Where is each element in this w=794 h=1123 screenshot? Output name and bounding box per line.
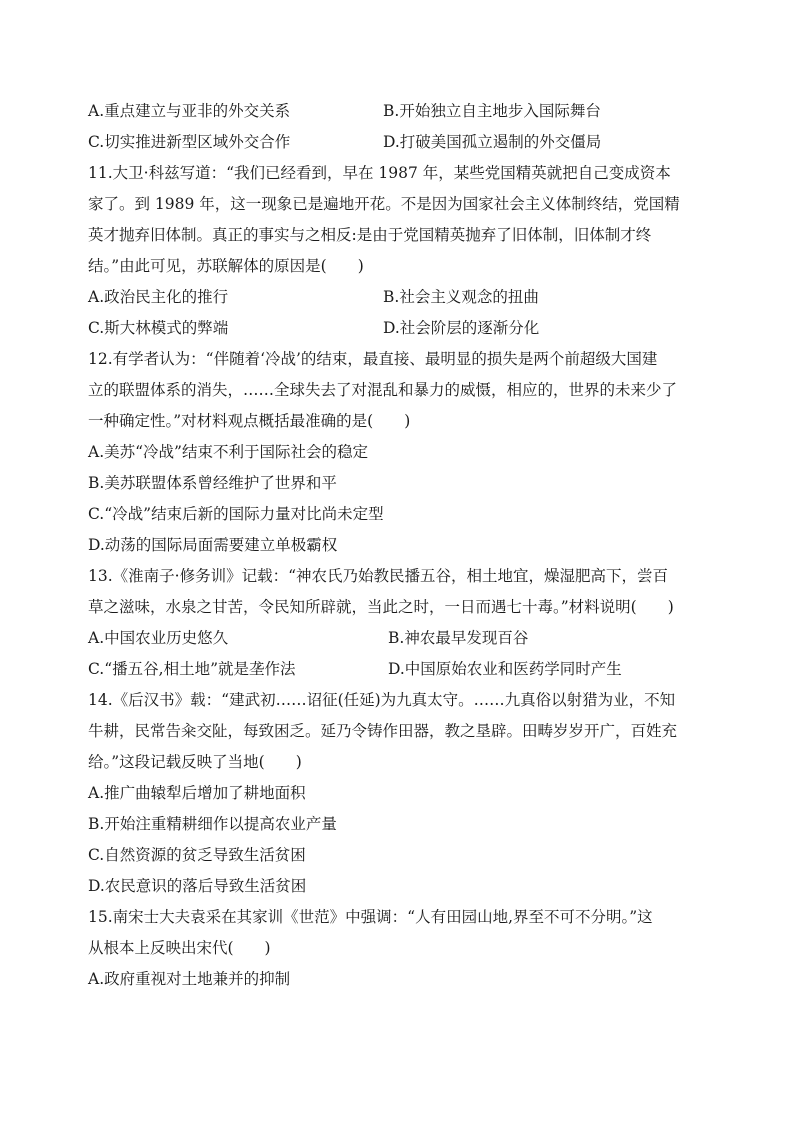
option-a: A.政府重视对土地兼并的抑制 — [88, 970, 291, 988]
option-b: B.神农最早发现百谷 — [388, 629, 529, 647]
question-12 — [88, 344, 703, 561]
question-11 — [88, 158, 703, 344]
options-row — [88, 96, 703, 127]
question-stem-line: 12.有学者认为：“伴随着‘冷战’的结束，最直接、最明显的损失是两个前超级大国建 — [88, 350, 658, 368]
question-stem-line: 14.《后汉书》载：“建武初……诏征(任延)为九真太守。……九真俗以射猎为业，不知 — [88, 691, 676, 709]
question-stem-line: 草之滋味，水泉之甘苦，令民知所辟就，当此之时，一日而遇七十毒。”材料说明( ) — [88, 598, 674, 616]
option-b: B.开始注重精耕细作以提高农业产量 — [88, 815, 337, 833]
option-a: A.中国农业历史悠久 — [88, 629, 229, 647]
option-c: C.斯大林模式的弊端 — [88, 319, 229, 337]
question-stem-line: 立的联盟体系的消失，……全球失去了对混乱和暴力的威慑，相应的，世界的未来少了 — [88, 381, 678, 399]
options-row — [88, 282, 703, 313]
question-stem-line: 结。”由此可见，苏联解体的原因是( ) — [88, 257, 364, 275]
option-c: C.切实推进新型区域外交合作 — [88, 133, 291, 151]
option-b: B.开始独立自主地步入国际舞台 — [383, 102, 601, 120]
option-b: B.社会主义观念的扭曲 — [383, 288, 539, 306]
question-stem-line: 15.南宋士大夫袁采在其家训《世范》中强调：“人有田园山地,界至不可不分明。”这 — [88, 908, 653, 926]
option-b: B.美苏联盟体系曾经维护了世界和平 — [88, 474, 337, 492]
options-row — [88, 127, 703, 158]
options-row — [88, 654, 703, 685]
options-row — [88, 623, 703, 654]
option-a: A.美苏“冷战”结束不利于国际社会的稳定 — [88, 443, 368, 461]
question-10 — [88, 96, 703, 158]
question-13 — [88, 561, 703, 685]
option-a: A.政治民主化的推行 — [88, 288, 229, 306]
question-stem-line: 一种确定性。”对材料观点概括最准确的是( ) — [88, 412, 411, 430]
exam-page — [88, 96, 703, 995]
question-stem-line: 给。”这段记载反映了当地( ) — [88, 753, 302, 771]
option-d: D.打破美国孤立遏制的外交僵局 — [383, 133, 602, 151]
question-14 — [88, 685, 703, 902]
option-c: C.“播五谷,相土地”就是垄作法 — [88, 660, 296, 678]
question-stem-line: 英才抛弃旧体制。真正的事实与之相反:是由于党国精英抛弃了旧体制，旧体制才终 — [88, 226, 652, 244]
option-c: C.“冷战”结束后新的国际力量对比尚未定型 — [88, 505, 384, 523]
option-d: D.社会阶层的逐渐分化 — [383, 319, 540, 337]
option-d: D.动荡的国际局面需要建立单极霸权 — [88, 536, 338, 554]
question-stem-line: 家了。到 1989 年，这一现象已是遍地开花。不是因为国家社会主义体制终结，党国精 — [88, 195, 680, 213]
question-15 — [88, 902, 703, 995]
question-stem-line: 11.大卫·科兹写道：“我们已经看到，早在 1987 年，某些党国精英就把自己变成资本 — [88, 164, 671, 182]
options-row — [88, 313, 703, 344]
question-stem-line: 从根本上反映出宋代( ) — [88, 939, 271, 957]
option-c: C.自然资源的贫乏导致生活贫困 — [88, 846, 306, 864]
question-stem-line: 13.《淮南子·修务训》记载：“神农氏乃始教民播五谷，相土地宜，燥湿肥高下，尝百 — [88, 567, 669, 585]
question-stem-line: 牛耕，民常告籴交阯，每致困乏。延乃令铸作田器，教之垦辟。田畴岁岁开广，百姓充 — [88, 722, 678, 740]
option-a: A.重点建立与亚非的外交关系 — [88, 102, 291, 120]
option-d: D.农民意识的落后导致生活贫困 — [88, 877, 307, 895]
option-a: A.推广曲辕犁后增加了耕地面积 — [88, 784, 306, 802]
option-d: D.中国原始农业和医药学同时产生 — [388, 660, 622, 678]
